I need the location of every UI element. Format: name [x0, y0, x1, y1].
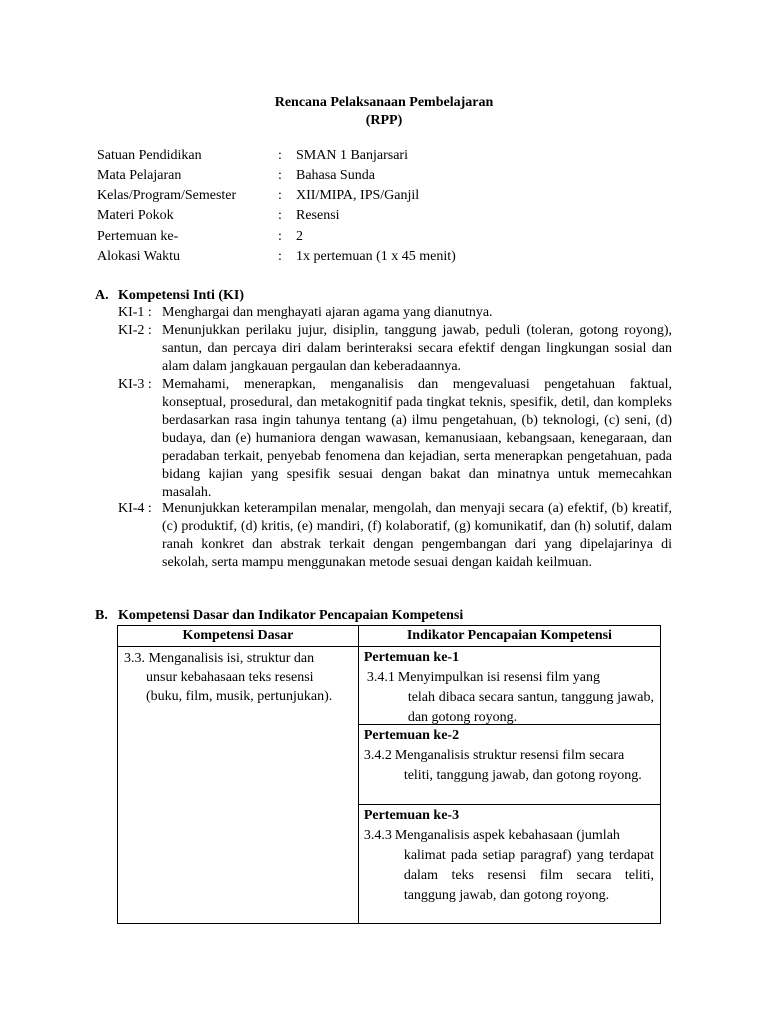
info-value: SMAN 1 Banjarsari — [296, 148, 408, 163]
indicator-item — [364, 668, 654, 688]
info-label: Kelas/Program/Semester — [97, 188, 237, 203]
info-label: Pertemuan ke- — [97, 229, 179, 244]
meeting-heading: Pertemuan ke-3 — [363, 808, 460, 823]
ki-item — [118, 376, 672, 502]
meeting-heading: Pertemuan ke-1 — [363, 650, 460, 665]
info-value: Bahasa Sunda — [296, 168, 375, 183]
info-label: Satuan Pendidikan — [97, 148, 202, 163]
table-row — [118, 647, 661, 725]
info-colon: : — [278, 229, 282, 244]
indicator-item — [364, 746, 654, 766]
info-colon: : — [278, 168, 282, 183]
ki-text: Menunjukkan keterampilan menalar, mengolah, dan menyaji secara (a) efektif, (b) kreatif, (c) produktif, (d) kritis, (e) mandiri, (f) kolaboratif, (g) komunikatif, dan (h) solutif, dalam ranah konkret dan abstrak terkait dengan pengembangan dari yang dipelajarinya di sekolah, serta mampu menggunakan metode sesuai dengan kaidah keilmuan. — [162, 501, 672, 570]
info-value: 1x pertemuan (1 x 45 menit) — [296, 249, 456, 264]
indicator-number: 3.4.1 — [366, 670, 395, 685]
section-a-title: Kompetensi Inti (KI) — [118, 288, 244, 303]
info-label: Mata Pelajaran — [97, 168, 182, 183]
kd-cell — [118, 647, 359, 924]
ki-item — [118, 304, 672, 322]
ki-text: Menunjukkan perilaku jujur, disiplin, tanggung jawab, peduli (toleran, gotong royong), santun, dan percaya diri dalam berinteraksi secara efektif dengan lingkungan sosial dan alam dalam jangkauan pergaulan dan keberadaannya. — [162, 323, 672, 374]
document-subtitle: (RPP) — [365, 113, 403, 128]
ki-item — [118, 500, 672, 572]
indicator-number: 3.4.3 — [363, 828, 392, 843]
table-header-row — [118, 626, 661, 647]
column-header-indikator: Indikator Pencapaian Kompetensi — [358, 626, 660, 647]
section-b-letter: B. — [95, 608, 108, 623]
meeting-heading: Pertemuan ke-2 — [363, 728, 460, 743]
info-label: Materi Pokok — [97, 208, 174, 223]
ki-text: Memahami, menerapkan, menganalisis dan mengevaluasi pengetahuan faktual, konseptual, prosedural, dan metakognitif pada tingkat teknis, spesifik, detil, dan kompleks berdasarkan rasa ingin tahunya tentang (a) ilmu pengetahuan, (b) teknologi, (c) seni, (d) budaya, dan (e) humaniora dengan wawasan, kemanusiaan, kebangsaan, kenegaraan, dan peradaban terkait, penyebab fenomena dan kejadian, serta menerapkan pengetahuan, pada bidang kajian yang spesifik sesuai dengan bakat dan minatnya untuk memecahkan masalah. — [162, 377, 672, 500]
indicator-text: telah dibaca secara santun, tanggung jawab, dan gotong royong. — [407, 690, 654, 725]
indicator-text: kalimat pada setiap paragraf) yang terdapat dalam teks resensi film secara teliti, tanggung jawab, dan gotong royong. — [403, 848, 654, 903]
indicator-item — [364, 826, 654, 846]
ki-item — [118, 322, 672, 376]
indicator-text: teliti, tanggung jawab, dan gotong royong. — [403, 768, 642, 783]
info-colon: : — [278, 148, 282, 163]
ki-text: Menghargai dan menghayati ajaran agama yang dianutnya. — [162, 305, 493, 320]
info-colon: : — [278, 249, 282, 264]
section-b-title: Kompetensi Dasar dan Indikator Pencapaian Kompetensi — [118, 608, 464, 623]
kd-text: unsur kebahasaan teks resensi — [146, 670, 314, 685]
indicator-text: Menyimpulkan isi resensi film yang — [397, 670, 601, 685]
kd-text: (buku, film, musik, pertunjukan). — [146, 689, 333, 704]
info-label: Alokasi Waktu — [97, 249, 180, 264]
info-value: Resensi — [296, 208, 340, 223]
section-a-letter: A. — [95, 288, 109, 303]
indicator-cell — [358, 647, 660, 725]
indicator-cell — [358, 725, 660, 805]
document-title: Rencana Pelaksanaan Pembelajaran — [274, 95, 494, 110]
info-colon: : — [278, 208, 282, 223]
info-value: 2 — [296, 229, 303, 244]
info-value: XII/MIPA, IPS/Ganjil — [296, 188, 420, 203]
ki-code: KI-3 : — [118, 377, 152, 392]
kd-text: 3.3. Menganalisis isi, struktur dan — [124, 651, 315, 666]
ki-code: KI-4 : — [118, 501, 152, 516]
indicator-text: Menganalisis struktur resensi film secara — [394, 748, 625, 763]
indicator-number: 3.4.2 — [363, 748, 392, 763]
info-colon: : — [278, 188, 282, 203]
ki-code: KI-1 : — [118, 305, 152, 320]
ki-code: KI-2 : — [118, 323, 152, 338]
indicator-text: Menganalisis aspek kebahasaan (jumlah — [394, 828, 620, 843]
kd-table — [117, 625, 661, 924]
column-header-kompetensi-dasar: Kompetensi Dasar — [118, 626, 359, 647]
indicator-cell — [358, 805, 660, 924]
